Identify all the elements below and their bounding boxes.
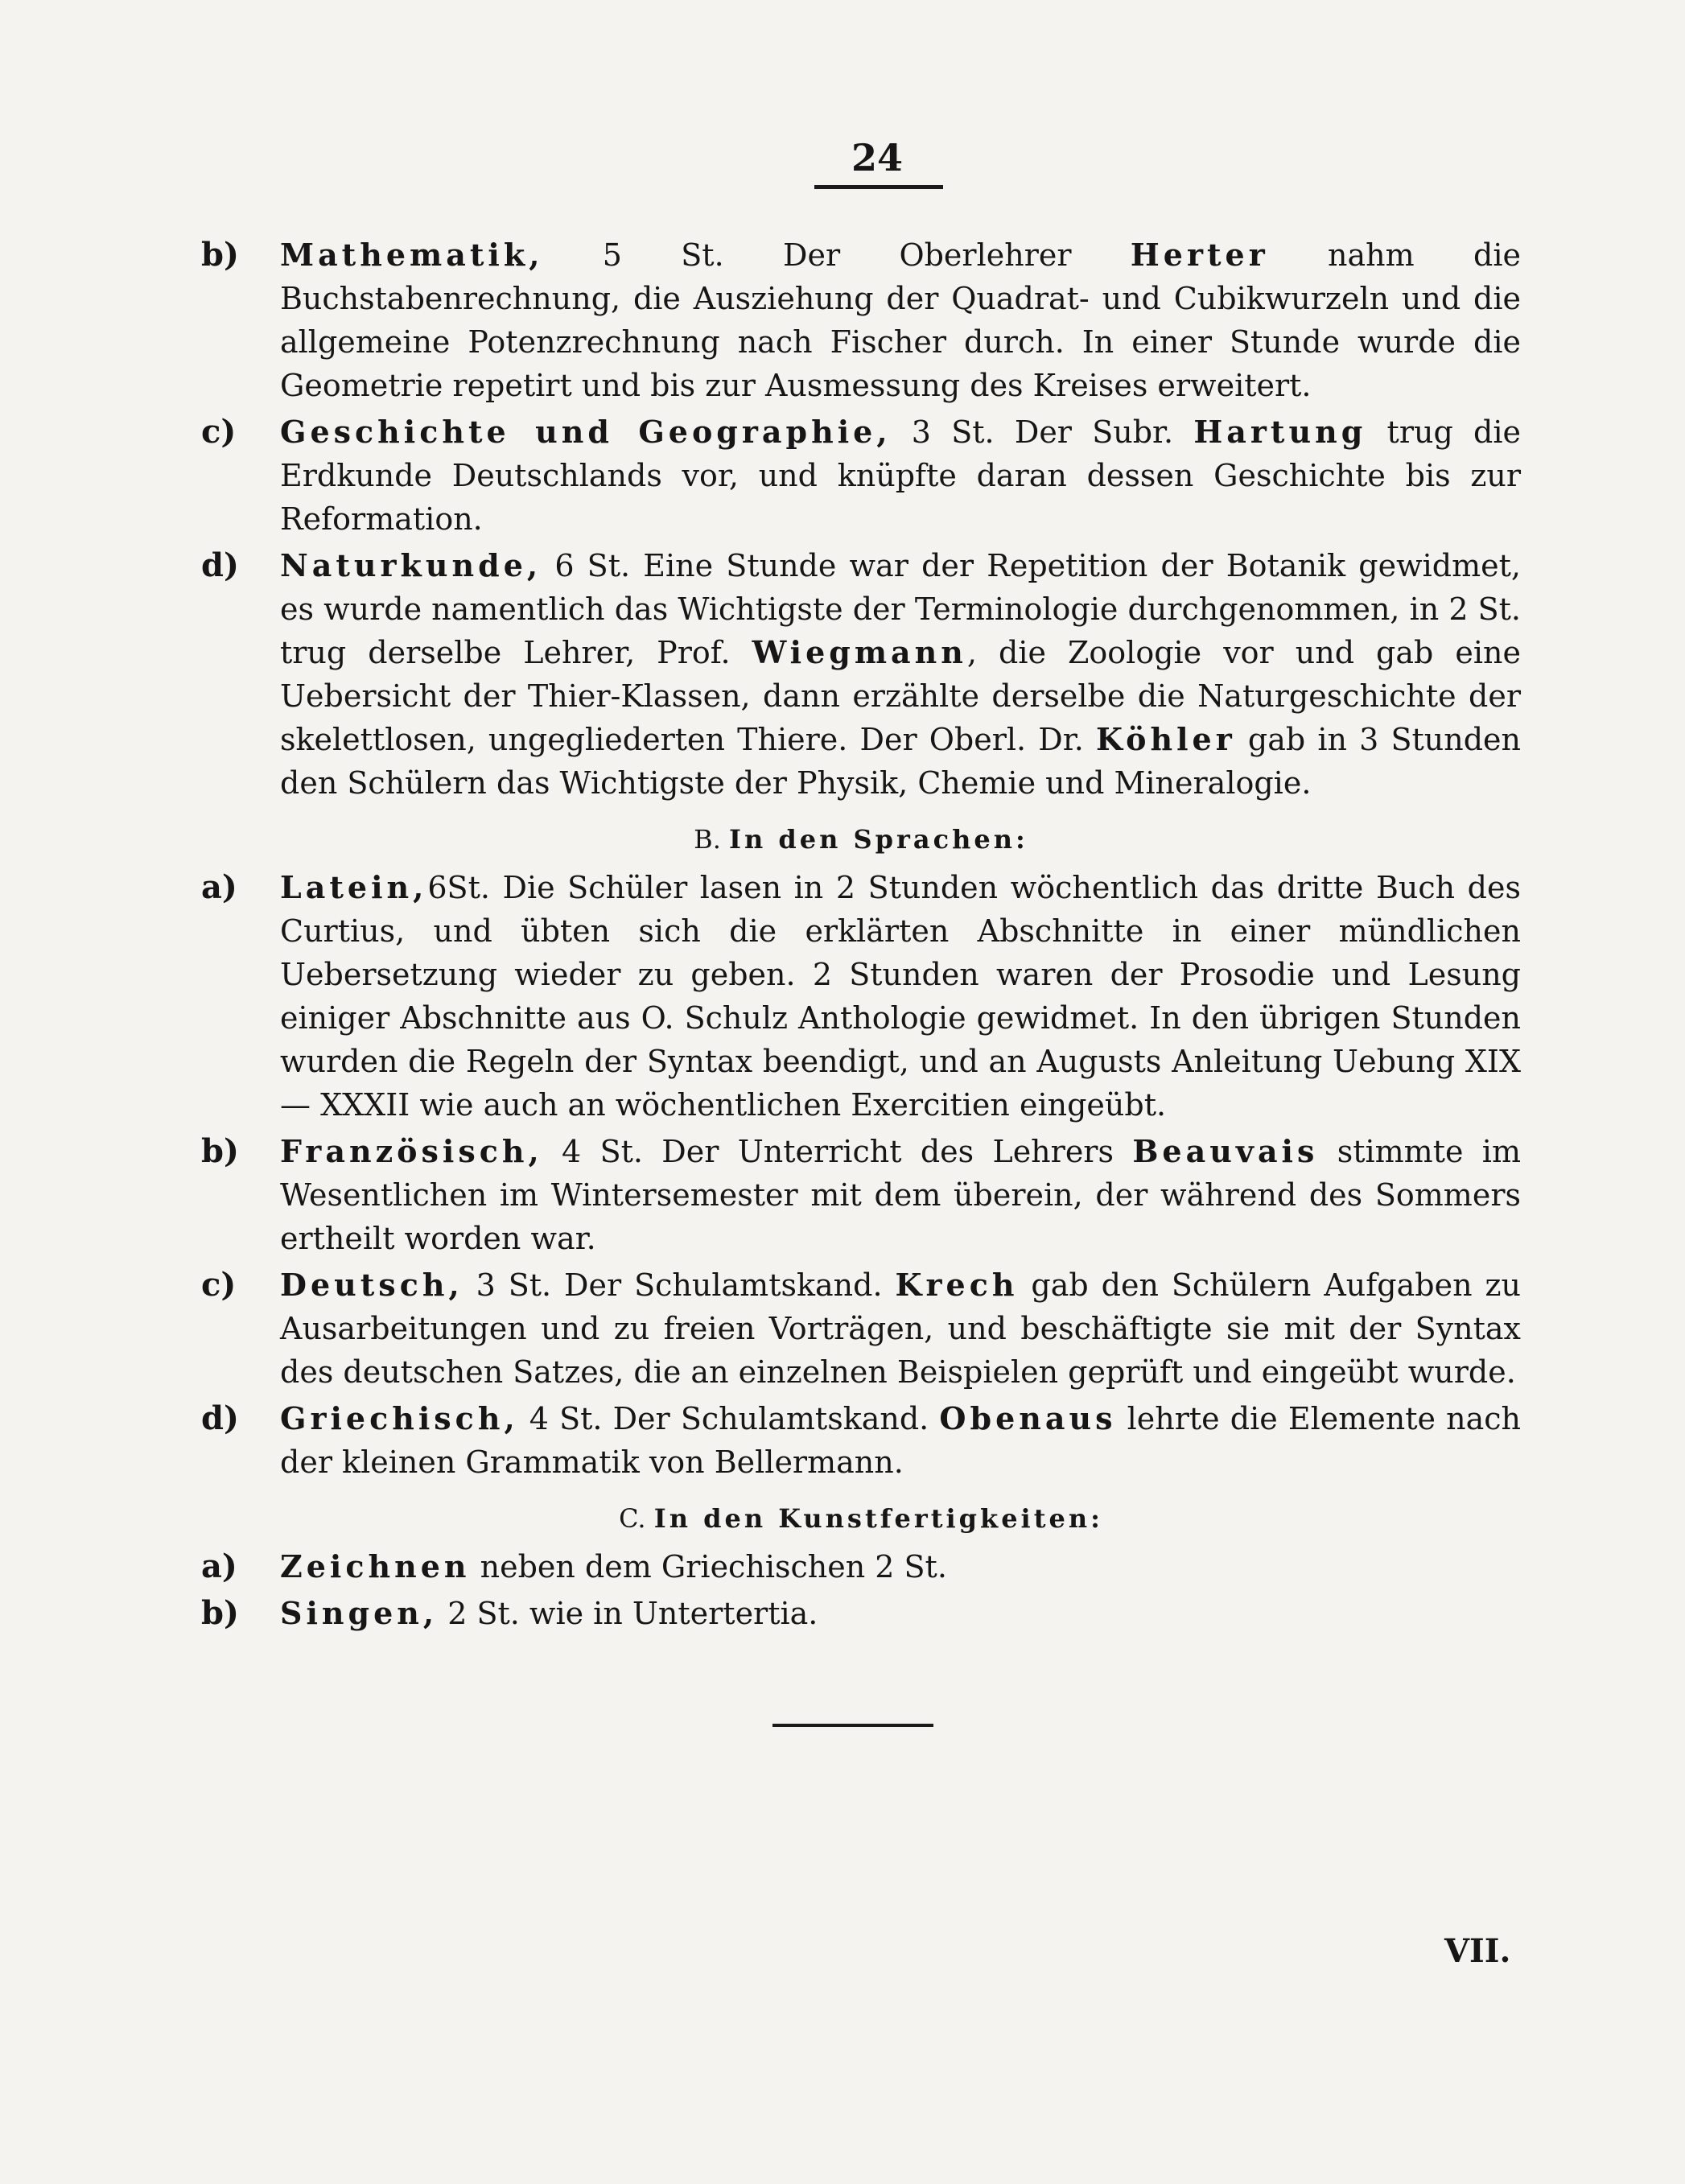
entry-singen: b) Singen, 2 St. wie in Untertertia. — [201, 1592, 1521, 1635]
subject-name: Geschichte und Geographie, — [280, 414, 892, 450]
entry-label: c) — [201, 1266, 237, 1304]
entry-label: c) — [201, 413, 237, 451]
teacher-name: Hartung — [1193, 414, 1367, 450]
entry-label: a) — [201, 868, 237, 906]
subject-name: Mathematik, — [280, 237, 544, 273]
entry-naturkunde: d) Naturkunde, 6 St. Eine Stunde war der Repetition der Botanik gewidmet, es wurde namentlich das Wichtigste der Terminologie durchgenommen, in 2 St. trug derselbe Lehrer, Prof. Wiegmann, die Zoologie vor und gab eine Uebersicht der Thier-Klassen, dann erzählte derselbe die Naturgeschichte der skelettlosen, ungegliederten Thiere. Der Oberl. Dr. Köhler gab in 3 Stunden den Schülern das Wichtigste der Physik, Chemie und Mineralogie. — [201, 544, 1521, 805]
entry-label: d) — [201, 546, 239, 584]
page-body — [201, 233, 1521, 1638]
teacher-name: Obenaus — [939, 1400, 1117, 1436]
entry-franzoesisch: b) Französisch, 4 St. Der Unterricht des Lehrers Beauvais stimmte im Wesentlichen im Wintersemester mit dem überein, der während des Sommers ertheilt worden war. — [201, 1130, 1521, 1260]
subject-name: Zeichnen — [280, 1548, 471, 1584]
teacher-name: Wiegmann — [752, 634, 967, 670]
subject-name: Griechisch, — [280, 1400, 519, 1436]
entry-deutsch: c) Deutsch, 3 St. Der Schulamtskand. Krech gab den Schülern Aufgaben zu Ausarbeitungen und zu freien Vorträgen, und beschäftigte sie mit der Syntax des deutschen Satzes, die an einzelnen Beispielen geprüft und eingeübt wurde. — [201, 1263, 1521, 1394]
signature-mark: VII. — [1444, 1932, 1511, 1970]
subject-name: Französisch, — [280, 1133, 543, 1169]
page-number: 24 — [851, 136, 903, 179]
entry-zeichnen: a) Zeichnen neben dem Griechischen 2 St. — [201, 1545, 1521, 1589]
teacher-name: Krech — [895, 1267, 1019, 1303]
entry-label: b) — [201, 1594, 239, 1632]
entry-geschichte: c) Geschichte und Geographie, 3 St. Der Subr. Hartung trug die Erdkunde Deutschlands vor, und knüpfte daran dessen Geschichte bis zur Reformation. — [201, 410, 1521, 541]
footer-rule — [772, 1724, 933, 1727]
subject-name: Latein, — [280, 869, 428, 905]
entry-mathematik: b) Mathematik, 5 St. Der Oberlehrer Herter nahm die Buchstabenrechnung, die Ausziehung der Quadrat- und Cubikwurzeln und die allgemeine Potenzrechnung nach Fischer durch. In einer Stunde wurde die Geometrie repetirt und bis zur Ausmessung des Kreises erweitert. — [201, 233, 1521, 407]
subject-name: Deutsch, — [280, 1267, 463, 1303]
entry-label: d) — [201, 1399, 239, 1437]
entry-label: a) — [201, 1547, 237, 1585]
teacher-name: Beauvais — [1132, 1133, 1319, 1169]
teacher-name: Köhler — [1095, 721, 1236, 757]
section-heading-b: B. In den Sprachen: — [694, 824, 1028, 855]
teacher-name: Herter — [1130, 237, 1269, 273]
section-heading-c: C. In den Kunstfertigkeiten: — [619, 1503, 1103, 1534]
subject-name: Naturkunde, — [280, 547, 542, 583]
entry-latein: a) Latein,6St. Die Schüler lasen in 2 Stunden wöchentlich das dritte Buch des Curtius, und übten sich die erklärten Abschnitte in einer mündlichen Uebersetzung wieder zu geben. 2 Stunden waren der Prosodie und Lesung einiger Abschnitte aus O. Schulz Anthologie gewidmet. In den übrigen Stunden wurden die Regeln der Syntax beendigt, und an Augusts Anleitung Uebung XIX — XXXII wie auch an wöchentlichen Exercitien eingeübt. — [201, 866, 1521, 1127]
entry-griechisch: d) Griechisch, 4 St. Der Schulamtskand. Obenaus lehrte die Elemente nach der kleinen Grammatik von Bellermann. — [201, 1397, 1521, 1484]
header-rule — [814, 185, 943, 189]
entry-label: b) — [201, 236, 239, 274]
subject-name: Singen, — [280, 1595, 439, 1631]
entry-label: b) — [201, 1132, 239, 1170]
